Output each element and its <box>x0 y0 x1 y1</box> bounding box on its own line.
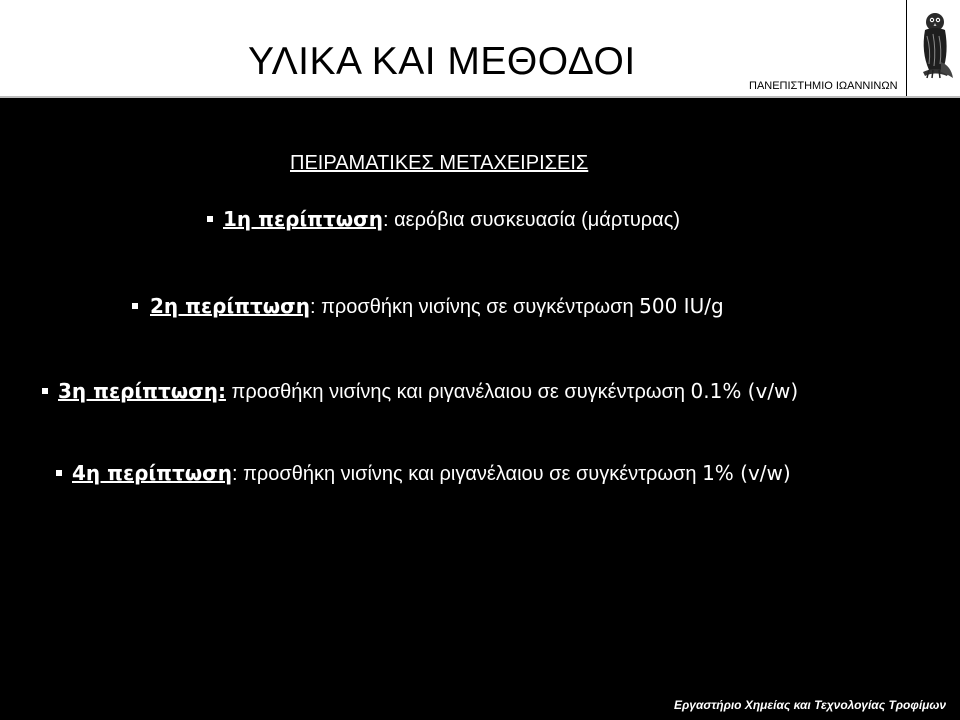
header-bar <box>0 0 906 96</box>
case-label: 3η περίπτωση: <box>58 379 226 403</box>
list-item <box>207 207 680 232</box>
case-label: 4η περίπτωση <box>72 461 232 485</box>
case-description: προσθήκη νισίνης σε συγκέντρωση <box>315 296 640 318</box>
bullet-square-icon <box>132 303 138 309</box>
list-item <box>56 461 791 486</box>
case-separator: : <box>231 463 238 485</box>
list-item <box>42 379 798 404</box>
footer-lab-name: Εργαστήριο Χημείας και Τεχνολογίας Τροφίμων <box>674 698 947 712</box>
case-label: 2η περίπτωση <box>150 294 310 318</box>
case-separator: : <box>382 209 389 231</box>
section-subtitle: ΠΕΙΡΑΜΑΤΙΚΕΣ ΜΕΤΑΧΕΙΡΙΣΕΙΣ <box>290 152 589 174</box>
case-value: 0.1% (v/w) <box>690 379 799 403</box>
header-divider <box>0 96 960 98</box>
case-separator: : <box>309 296 316 318</box>
owl-emblem-icon <box>907 0 960 96</box>
case-description: προσθήκη νισίνης και ριγανέλαιου σε συγκέντρωση <box>225 381 691 403</box>
university-logo <box>907 0 960 96</box>
case-description: αερόβια συσκευασία (μάρτυρας) <box>388 209 680 231</box>
bullet-square-icon <box>207 216 213 222</box>
list-item <box>132 294 724 319</box>
case-value: 1% (v/w) <box>702 461 791 485</box>
case-value: 500 IU/g <box>639 294 724 318</box>
case-label: 1η περίπτωση <box>223 207 383 231</box>
bullet-square-icon <box>56 470 62 476</box>
bullet-square-icon <box>42 388 48 394</box>
university-name: ΠΑΝΕΠΙΣΤΗΜΙΟ ΙΩΑΝΝΙΝΩΝ <box>749 80 898 92</box>
case-description: προσθήκη νισίνης και ριγανέλαιου σε συγκέντρωση <box>237 463 703 485</box>
page-title: ΥΛΙΚΑ ΚΑΙ ΜΕΘΟΔΟΙ <box>248 40 636 83</box>
